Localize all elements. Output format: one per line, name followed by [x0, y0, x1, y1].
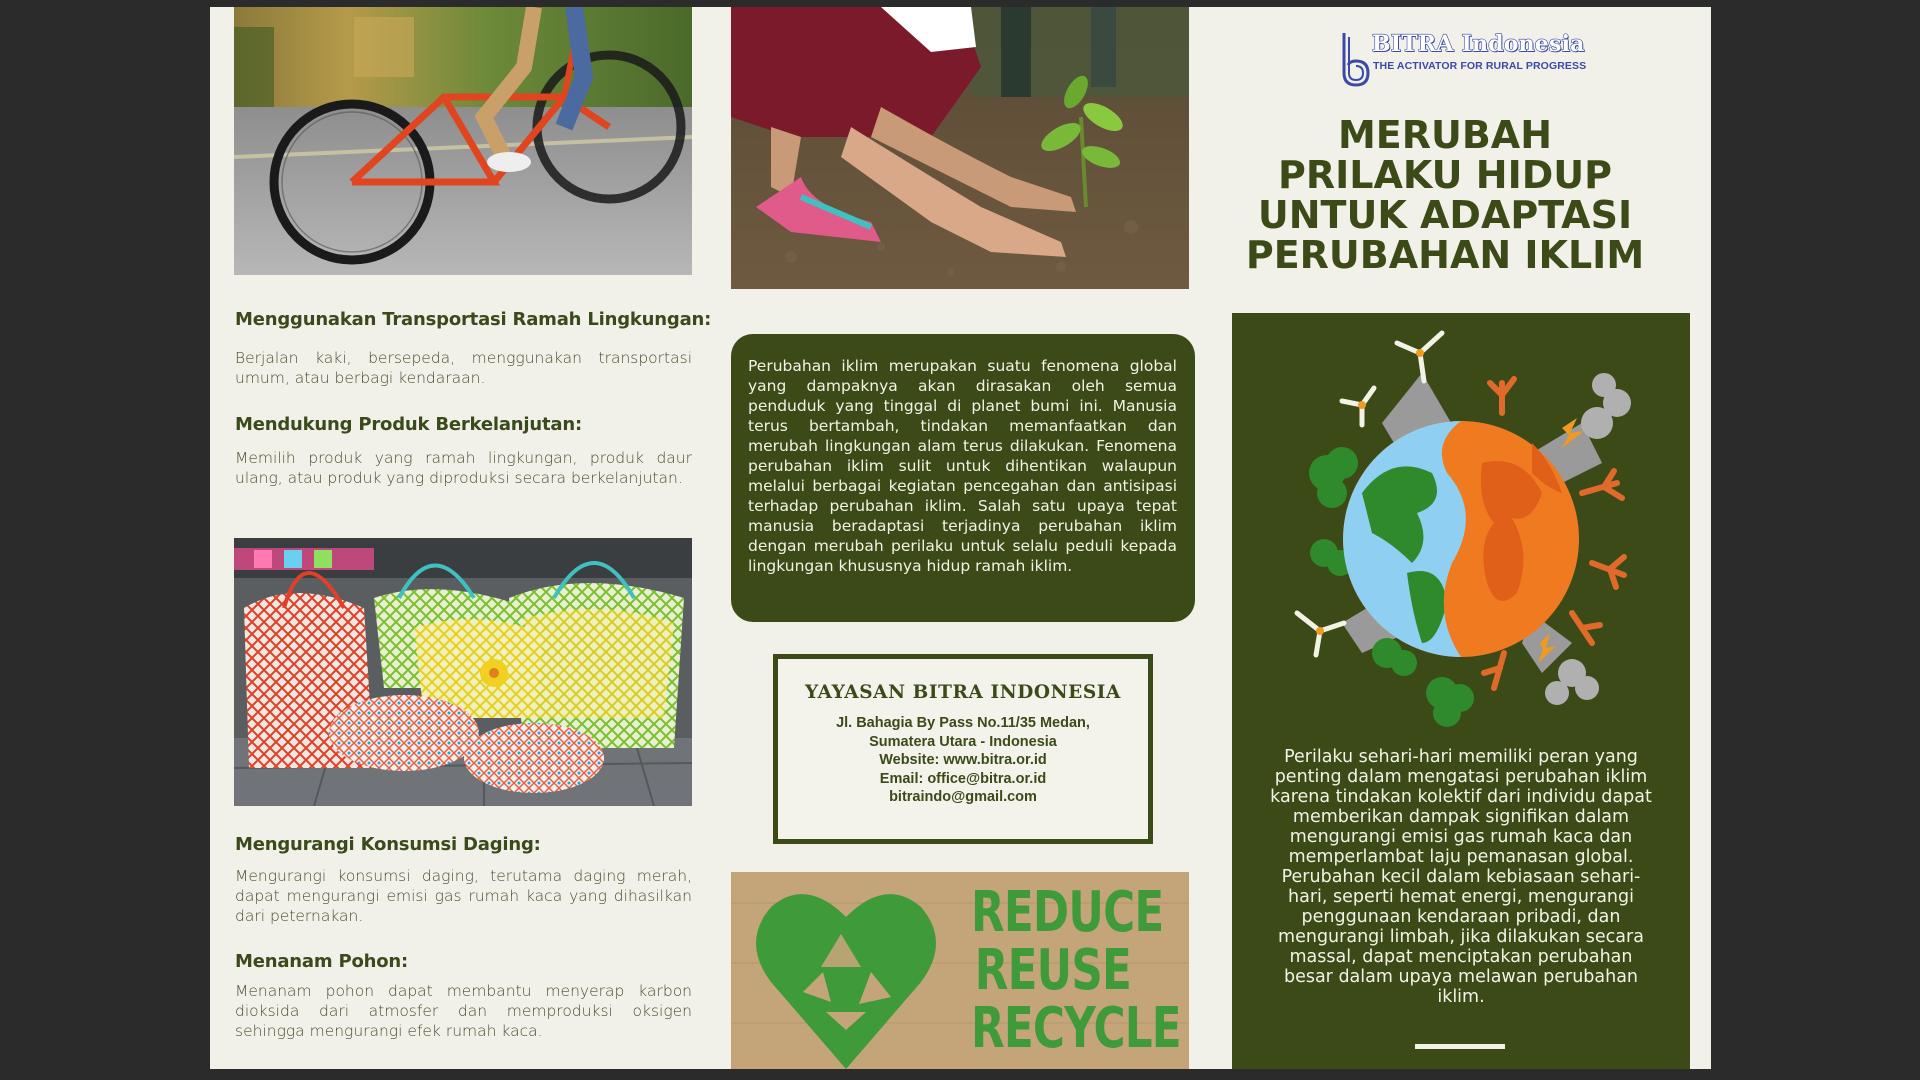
section-body-trees: Menanam pohon dapat membantu menyerap karbon dioksida dari atmosfer dan memproduksi oksigen sehingga mengurangi efek rumah kaca. — [235, 982, 692, 1040]
contact-address-line-2: Sumatera Utara - Indonesia — [869, 733, 1057, 750]
contact-website: Website: www.bitra.or.id — [879, 752, 1047, 768]
contact-email-alt: bitraindo@gmail.com — [889, 789, 1037, 805]
main-title: MERUBAH PRILAKU HIDUP UNTUK ADAPTASI PERUBAHAN IKLIM — [1245, 113, 1645, 277]
panel-divider — [1415, 1044, 1505, 1049]
brochure-page — [210, 7, 1711, 1069]
intro-text-box — [731, 334, 1195, 622]
recycle-word-reduce: REDUCE — [971, 880, 1164, 945]
bicycle-photo — [234, 7, 692, 275]
contact-card — [773, 654, 1153, 844]
intro-text: Perubahan iklim merupakan suatu fenomena global yang dampaknya akan dirasakan oleh semua penduduk yang tinggal di planet bumi ini. Manusia terus bertambah, tindakan memanfaatkan dan merubah lingkungan alam terus dilakukan. Fenomena perubahan iklim sulit untuk dihentikan walaupun melalui berbagai kegiatan pencegahan dan antisipasi terhadap perubahan iklim. Salah satu upaya tepat manusia beradaptasi terjadinya perubahan iklim dengan merubah perilaku untuk selalu peduli kepada lingkungan khususnya hidup ramah iklim. — [748, 357, 1177, 575]
recycle-words — [971, 880, 1181, 1061]
contact-email: Email: office@bitra.or.id — [879, 770, 1047, 787]
brand-name: BITRA Indonesia — [1372, 31, 1585, 57]
earth-illustration — [1232, 313, 1690, 733]
recycle-word-recycle: RECYCLE — [971, 996, 1181, 1061]
panel-text: Perilaku sehari-hari memiliki peran yang penting dalam mengatasi perubahan iklim karena tindakan kolektif dari individu dapat memberikan dampak signifikan dalam mengurangi emisi gas rumah kaca dan memperlambat laju pemanasan global. Perubahan kecil dalam kebiasaan sehari-hari, seperti hemat energi, mengurangi penggunaan kendaraan pribadi, dan mengurangi limbah, jika dilakukan secara massal, dapat menciptakan perubahan besar dalam upaya melawan perubahan iklim. — [1270, 747, 1652, 1007]
section-heading-meat: Mengurangi Konsumsi Daging: — [235, 834, 541, 855]
contact-address-line-1: Jl. Bahagia By Pass No.11/35 Medan, — [836, 715, 1090, 731]
section-heading-products: Mendukung Produk Berkelanjutan: — [235, 414, 582, 435]
baskets-photo — [234, 538, 692, 806]
recycle-poster — [731, 872, 1189, 1069]
contact-title: YAYASAN BITRA INDONESIA — [804, 682, 1122, 703]
section-body-transport: Berjalan kaki, bersepeda, menggunakan transportasi umum, atau berbagi kendaraan. — [235, 349, 692, 387]
bitra-logo-icon — [1338, 29, 1374, 89]
section-body-products: Memilih produk yang ramah lingkungan, produk daur ulang, atau produk yang diproduksi secara berkelanjutan. — [235, 449, 692, 487]
bitra-logo — [1338, 29, 1588, 89]
recycle-word-reuse: REUSE — [974, 938, 1132, 1003]
brand-tagline: THE ACTIVATOR FOR RURAL PROGRESS — [1373, 60, 1587, 72]
section-heading-transport: Menggunakan Transportasi Ramah Lingkungan: — [235, 309, 712, 330]
planting-photo — [731, 7, 1189, 289]
section-body-meat: Mengurangi konsumsi daging, terutama daging merah, dapat mengurangi emisi gas rumah kaca yang dihasilkan dari peternakan. — [235, 867, 692, 925]
section-heading-trees: Menanam Pohon: — [235, 951, 409, 972]
green-info-panel — [1232, 313, 1690, 1069]
